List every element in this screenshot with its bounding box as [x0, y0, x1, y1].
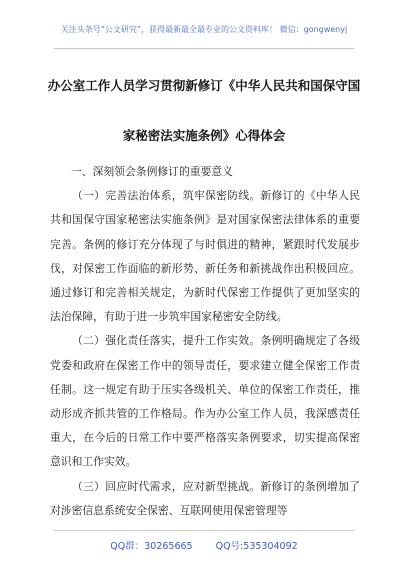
- footer-divider: [54, 530, 354, 531]
- document-title-line-1: 办公室工作人员学习贯彻新修订《中华人民共和国保守国: [47, 78, 361, 93]
- footer: [0, 538, 408, 552]
- paragraph-2: （二）强化责任落实，提升工作实效。条例明确规定了各级党委和政府在保密工作中的领导责任，要求建立健全保密工作责任制。这一规定有助于压实各级机关、单位的保密工作责任，推动形成齐抓共管的工作格局。作为办公室工作人员，我深感责任重大，在今后的日常工作中要严格落实条例要求，切实提高保密意识和工作实效。: [50, 334, 360, 469]
- header-divider: [54, 48, 354, 49]
- footer-qq-number: QQ号:535304092: [215, 541, 298, 552]
- paragraph-1: （一）完善法治体系，筑牢保密防线。新修订的《中华人民共和国保守国家秘密法实施条例》是对国家保密法律体系的重要完善。条例的修订充分体现了与时俱进的精神，紧跟时代发展步伐，对保密工作面临的新形势、新任务和新挑战作出积极回应。通过修订和完善相关规定，为新时代保密工作提供了更加坚实的法治保障，有助于进一步筑牢国家秘密安全防线。: [50, 189, 360, 324]
- paragraph-3: （三）回应时代需求，应对新型挑战。新修订的条例增加了对涉密信息系统安全保密、互联网使用保密管理等: [50, 479, 360, 517]
- document-title-line-2: 家秘密法实施条例》心得体会: [122, 128, 286, 143]
- footer-qq-group: QQ群：30265665: [110, 541, 193, 552]
- section-heading: 一、深刻领会条例修订的重要意义: [71, 165, 233, 178]
- document-body: [50, 160, 360, 523]
- header-promo-text: 关注头条号“公文研究”，获得最新最全最专业的公文资料库！ 微信：gongwenyj: [60, 25, 348, 34]
